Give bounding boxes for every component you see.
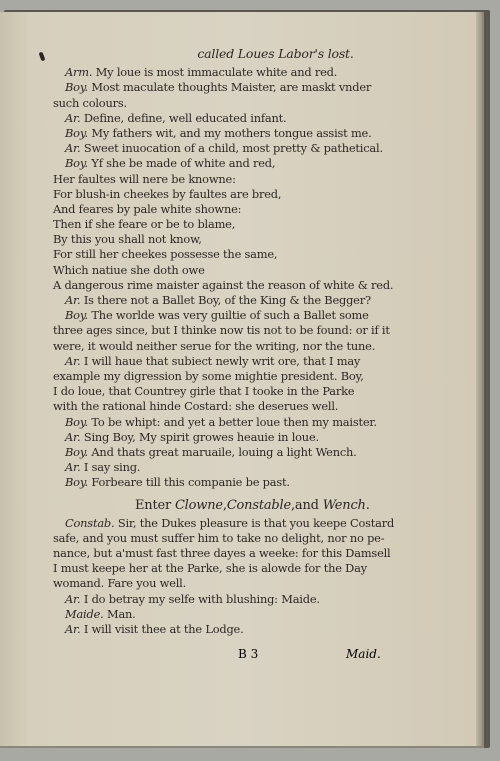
speaker-prefix: Boy. [65, 80, 88, 95]
text-line [53, 156, 458, 171]
speaker-prefix: Ar. [65, 591, 81, 606]
line-text: I say sing. [80, 460, 141, 475]
line-text: Define, define, well educated infant. [80, 110, 287, 125]
line-text: Man. [103, 606, 136, 621]
line-text: womand. Fare you well. [53, 576, 187, 591]
line-text: with the rational hinde Costard: she deserues well. [53, 399, 339, 414]
line-text: My fathers wit, and my mothers tongue assist me. [87, 125, 372, 140]
text-line [53, 65, 458, 80]
line-text: And thats great maruaile, louing a light Wench. [87, 444, 357, 459]
text-line [53, 445, 458, 460]
stage-wench: Wench [322, 498, 366, 514]
line-text: such colours. [53, 95, 127, 110]
stage-direction: Enter Clowne,Constable,and Wench. [135, 498, 370, 514]
text-line [53, 576, 458, 591]
text-line [53, 308, 458, 323]
dialogue-block-2 [53, 516, 458, 638]
text-line [53, 475, 458, 490]
speaker-prefix: Boy. [65, 444, 88, 459]
text-line [53, 531, 458, 546]
speaker-prefix: Boy. [65, 156, 88, 171]
text-line [53, 354, 458, 369]
line-text: For still her cheekes possesse the same, [53, 247, 278, 262]
line-text: Her faultes will nere be knowne: [53, 171, 236, 186]
line-text: I will haue that subiect newly writ ore, that I may [80, 353, 361, 368]
text-line [53, 96, 458, 111]
text-line [53, 622, 458, 637]
speaker-prefix: Ar. [65, 353, 81, 368]
stage-pre: Enter [135, 498, 175, 514]
text-line [53, 592, 458, 607]
line-text: Sweet inuocation of a child, most pretty & pathetical. [80, 141, 383, 156]
text-line [53, 430, 458, 445]
line-text: I do betray my selfe with blushing: Maide. [80, 591, 320, 606]
text-line [53, 293, 458, 308]
text-line [53, 415, 458, 430]
text-line [53, 460, 458, 475]
text-line [53, 202, 458, 217]
text-line [53, 263, 458, 278]
line-text: Most maculate thoughts Maister, are maskt vnder [87, 80, 372, 95]
text-line [53, 247, 458, 262]
line-text: Sir, the Dukes pleasure is that you keepe Costard [114, 515, 395, 530]
speaker-prefix: Boy. [65, 308, 88, 323]
line-text: Which natiue she doth owe [53, 262, 205, 277]
line-text: safe, and you must suffer him to take no delight, nor no pe- [53, 530, 385, 545]
speaker-prefix: Maide. [65, 606, 104, 621]
text-line [53, 187, 458, 202]
ink-blot [39, 52, 46, 62]
stage-clowne: Clowne [174, 498, 223, 514]
text-line [53, 399, 458, 414]
line-text: Then if she feare or be to blame, [53, 217, 236, 232]
line-text: Is there not a Ballet Boy, of the King & the Begger? [80, 293, 371, 307]
line-text: Forbeare till this companie be past. [87, 475, 290, 490]
speaker-prefix: Ar. [65, 460, 81, 475]
line-text: I must keepe her at the Parke, she is alowde for the Day [53, 561, 367, 576]
text-line [53, 546, 458, 561]
line-text: Yf she be made of white and red, [87, 156, 276, 171]
text-line [53, 516, 458, 531]
running-head: called Loues Labor's lost. [197, 46, 354, 61]
speaker-prefix: Ar. [65, 141, 81, 156]
line-text: A dangerous rime maister against the reason of white & red. [53, 277, 394, 292]
stage-comma-1: , [222, 498, 227, 514]
line-text: And feares by pale white showne: [53, 201, 242, 216]
text-line [53, 561, 458, 576]
text-line [53, 278, 458, 293]
line-text: Sing Boy, My spirit growes heauie in loue. [80, 429, 319, 444]
line-text: The worlde was very guiltie of such a Ballet some [87, 308, 369, 323]
page-text [53, 46, 458, 637]
text-line [53, 217, 458, 232]
line-text: For blush-in cheekes by faultes are bred, [53, 186, 282, 201]
page-edge [476, 12, 482, 746]
speaker-prefix: Boy. [65, 414, 88, 429]
text-line [53, 384, 458, 399]
stage-comma-2: , [290, 498, 295, 514]
line-text: I will visit thee at the Lodge. [80, 621, 244, 636]
speaker-prefix: Ar. [65, 293, 81, 307]
line-text: were, it would neither serue for the writing, nor the tune. [53, 338, 376, 353]
text-line [53, 232, 458, 247]
catchword: Maid. [346, 647, 381, 661]
text-line [53, 80, 458, 95]
speaker-prefix: Ar. [65, 429, 81, 444]
speaker-prefix: Constab. [65, 515, 115, 530]
text-line [53, 339, 458, 354]
speaker-prefix: Ar. [65, 110, 81, 125]
line-text: To be whipt: and yet a better loue then my maister. [87, 414, 377, 429]
speaker-prefix: Boy. [65, 125, 88, 140]
line-text: example my digression by some mightie president. Boy, [53, 368, 364, 383]
line-text: My loue is most immaculate white and red. [92, 65, 338, 80]
text-line [53, 323, 458, 338]
stage-constable: Constable [226, 498, 291, 514]
text-line [53, 141, 458, 156]
speaker-prefix: Arm. [65, 65, 93, 80]
text-line [53, 172, 458, 187]
dialogue-block-1 [53, 65, 458, 490]
line-text: nance, but a'must fast three dayes a weeke: for this Damsell [53, 546, 391, 560]
signature-mark: B 3 [238, 647, 259, 661]
line-text: I do loue, that Countrey girle that I tooke in the Parke [53, 384, 355, 399]
line-text: By this you shall not know, [53, 232, 202, 247]
speaker-prefix: Ar. [65, 621, 81, 636]
line-text: three ages since, but I thinke now tis not to be found: or if it [53, 323, 390, 338]
speaker-prefix: Boy. [65, 475, 88, 490]
text-line [53, 111, 458, 126]
text-line [53, 607, 458, 622]
text-line [53, 126, 458, 141]
stage-and: and [294, 498, 323, 514]
text-line [53, 369, 458, 384]
